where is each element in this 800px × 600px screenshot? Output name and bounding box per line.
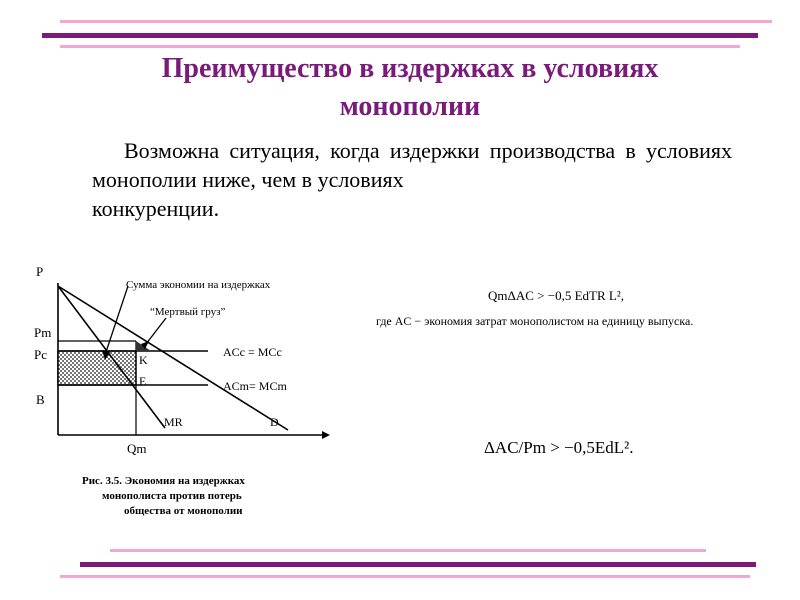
e-label: E bbox=[139, 374, 147, 388]
slide-title bbox=[60, 50, 760, 126]
x-axis-arrow bbox=[322, 431, 330, 439]
savings-area bbox=[58, 351, 136, 385]
deadweight-label: “Мертвый груз” bbox=[150, 306, 226, 318]
savings-label: Сумма экономии на издержках bbox=[126, 279, 271, 291]
pm-label: Pm bbox=[34, 325, 52, 340]
top-rule-light-1 bbox=[60, 20, 772, 23]
title-line-2: монополии bbox=[339, 91, 481, 122]
caption-line-2: монополиста против потерь bbox=[102, 490, 242, 502]
bottom-rule-light-2 bbox=[60, 575, 750, 578]
y-axis-label: P bbox=[36, 264, 44, 279]
caption-line-3: общества от монополии bbox=[124, 505, 243, 517]
acc-label: ACc = MCc bbox=[223, 345, 282, 359]
paragraph-end: конкуренции. bbox=[92, 196, 220, 221]
mr-label: MR bbox=[164, 415, 183, 429]
qm-label: Qm bbox=[127, 441, 147, 456]
formula-note: где AC − экономия затрат монополистом на единицу выпуска. bbox=[376, 314, 694, 328]
top-rule-light-2 bbox=[60, 45, 740, 48]
caption-line-1: Рис. 3.5. Экономия на издержках bbox=[82, 475, 245, 487]
pc-label: Pc bbox=[34, 347, 47, 362]
k-label: K bbox=[139, 353, 148, 367]
title-line-1: Преимущество в издержках в условиях bbox=[161, 53, 659, 84]
paragraph-main: Возможна ситуация, когда издержки производства в условиях монополии ниже, чем в условиях bbox=[92, 138, 732, 192]
bottom-rule-dark bbox=[80, 562, 756, 567]
acm-label: ACm= MCm bbox=[223, 379, 287, 393]
formula-2: ΔAC/Pm > −0,5EdL². bbox=[484, 438, 634, 457]
d-label: D bbox=[270, 415, 279, 429]
top-rule-dark bbox=[42, 33, 758, 38]
b-label: B bbox=[36, 392, 45, 407]
bottom-rule-light-1 bbox=[110, 549, 706, 552]
cost-savings-figure bbox=[30, 228, 360, 538]
formula-1: QmΔAC > −0,5 EdTR L², bbox=[488, 288, 624, 303]
deadweight-arrow bbox=[146, 318, 166, 344]
